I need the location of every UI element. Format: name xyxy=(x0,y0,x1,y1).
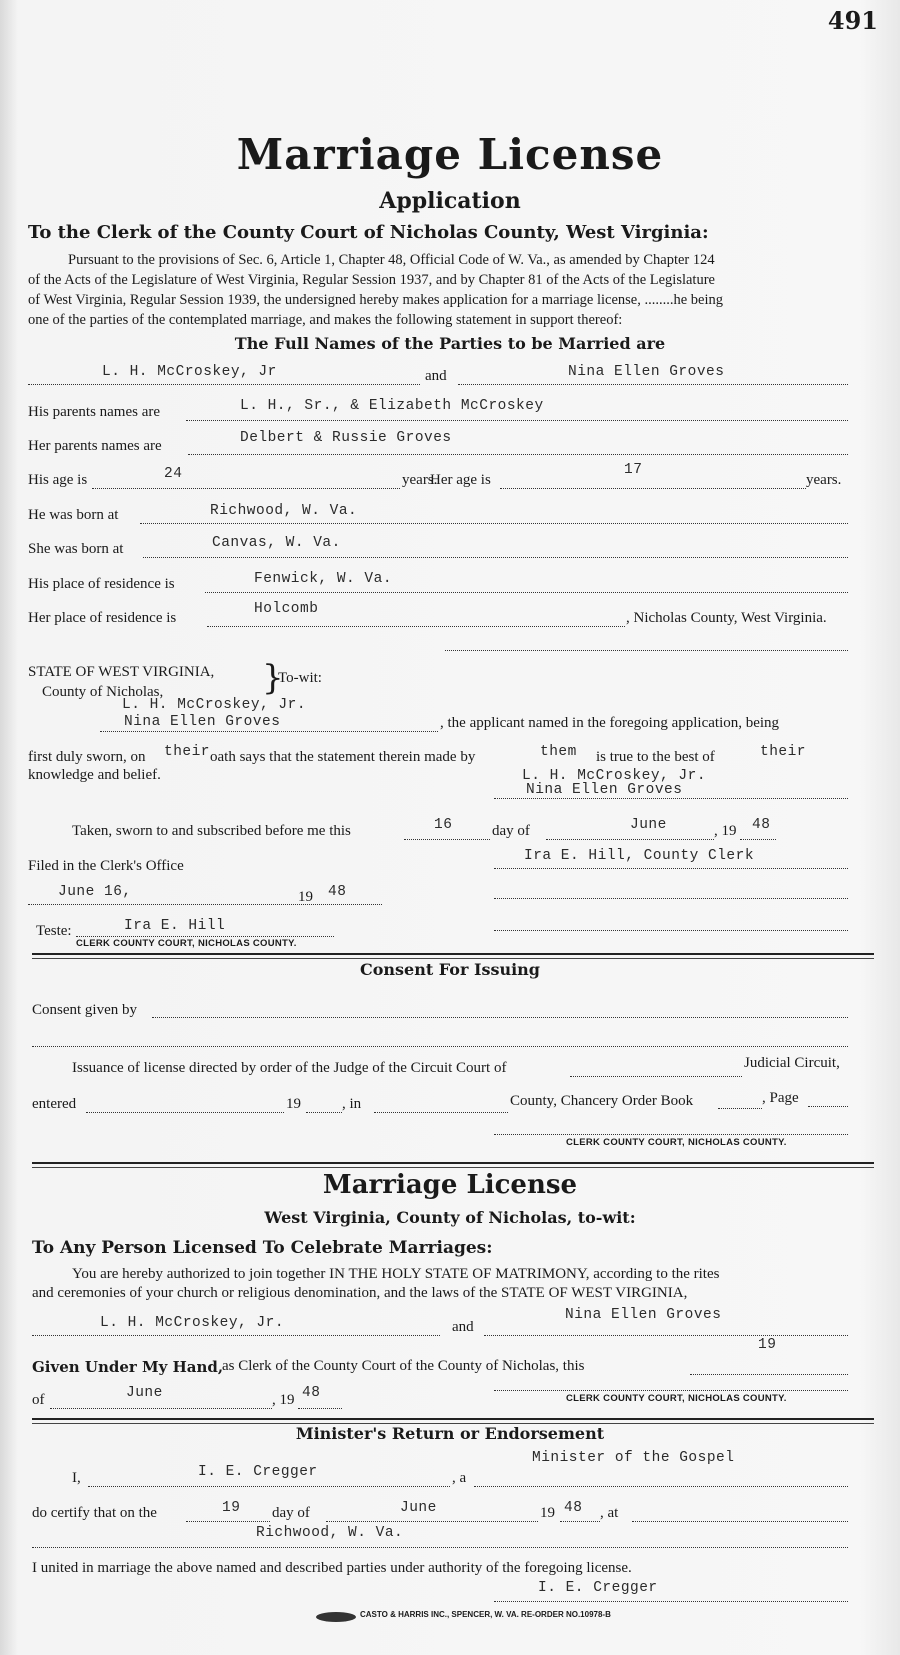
ceremony-year-prefix: 19 xyxy=(540,1505,555,1521)
ceremony-at-label: , at xyxy=(600,1505,619,1521)
minister-a-label: , a xyxy=(452,1470,467,1486)
and-label: and xyxy=(425,368,447,384)
affidavit-signature-1: L. H. McCroskey, Jr. xyxy=(522,768,707,784)
sworn-year: 48 xyxy=(752,817,771,833)
section-divider-2 xyxy=(32,1162,874,1168)
given-text: as Clerk of the County Court of the County of Nicholas, this xyxy=(222,1358,585,1374)
preamble-line-3: of West Virginia, Regular Session 1939, the undersigned hereby makes application for a marriage license, ........he being xyxy=(28,292,723,308)
minister-signature: I. E. Cregger xyxy=(538,1580,658,1596)
teste-signature: Ira E. Hill xyxy=(124,918,226,934)
judicial-circuit-label: Judicial Circuit, xyxy=(744,1055,840,1071)
state-label: STATE OF WEST VIRGINIA, xyxy=(28,664,215,680)
minister-name: I. E. Cregger xyxy=(198,1464,318,1480)
entered-label: entered xyxy=(32,1096,77,1112)
his-age-value: 24 xyxy=(164,466,183,482)
issuance-text: Issuance of license directed by order of the Judge of the Circuit Court of xyxy=(72,1060,507,1076)
to-any-person: To Any Person Licensed To Celebrate Marriages: xyxy=(32,1238,493,1258)
preamble-line-1: Pursuant to the provisions of Sec. 6, Article 1, Chapter 48, Official Code of W. Va., as amended by Chapter 124 xyxy=(68,252,715,268)
sworn-day: 16 xyxy=(434,817,453,833)
license-year-prefix: , 19 xyxy=(272,1392,295,1408)
his-age-label: His age is xyxy=(28,472,88,488)
she-born-value: Canvas, W. Va. xyxy=(212,535,341,551)
his-residence-value: Fenwick, W. Va. xyxy=(254,571,393,587)
his-parents-label: His parents names are xyxy=(28,404,161,420)
taken-sworn-text: Taken, sworn to and subscribed before me this xyxy=(72,823,351,839)
ceremony-day-of-label: day of xyxy=(272,1505,310,1521)
nicholas-suffix: , Nicholas County, West Virginia. xyxy=(626,610,827,626)
license-groom-name: L. H. McCroskey, Jr. xyxy=(100,1315,285,1331)
affiant-name-2: Nina Ellen Groves xyxy=(124,714,281,730)
teste-label: Teste: xyxy=(36,923,72,939)
bride-name: Nina Ellen Groves xyxy=(568,364,725,380)
document-title: Marriage License xyxy=(236,130,664,179)
affidavit-signature-2: Nina Ellen Groves xyxy=(526,782,683,798)
sworn-them: them xyxy=(540,744,577,760)
he-born-value: Richwood, W. Va. xyxy=(210,503,358,519)
ceremony-day: 19 xyxy=(222,1500,241,1516)
minister-i-label: I, xyxy=(72,1470,81,1486)
sworn-their-2: their xyxy=(760,744,807,760)
license-clerk-caption: CLERK COUNTY COURT, NICHOLAS COUNTY. xyxy=(566,1393,787,1404)
sworn-year-prefix: , 19 xyxy=(714,823,737,839)
her-age-value: 17 xyxy=(624,462,643,478)
filed-date: June 16, xyxy=(58,884,132,900)
license-year: 48 xyxy=(302,1385,321,1401)
sworn-text-c: is true to the best of xyxy=(596,749,715,765)
county-chancery-label: County, Chancery Order Book xyxy=(510,1093,694,1109)
sworn-text-a: first duly sworn, on xyxy=(28,749,146,765)
license-and-label: and xyxy=(452,1319,474,1335)
license-month: June xyxy=(126,1385,163,1401)
minister-title: Minister of the Gospel xyxy=(532,1450,735,1466)
county-clerk-signature: Ira E. Hill, County Clerk xyxy=(524,848,755,864)
her-years-label: years. xyxy=(806,472,842,488)
her-residence-value: Holcomb xyxy=(254,601,319,617)
day-of-label: day of xyxy=(492,823,530,839)
groom-name: L. H. McCroskey, Jr xyxy=(102,364,277,380)
knowledge-text: knowledge and belief. xyxy=(28,767,161,783)
ceremony-place: Richwood, W. Va. xyxy=(256,1525,404,1541)
license-body-line-2: and ceremonies of your church or religious denomination, and the laws of the STATE OF WEST VIRGINIA, xyxy=(32,1285,688,1301)
page-label: , Page xyxy=(762,1090,799,1106)
consent-heading: Consent For Issuing xyxy=(359,960,540,979)
printer-logo-icon xyxy=(316,1612,356,1622)
license-heading: Marriage License xyxy=(322,1170,578,1200)
brace-symbol: } xyxy=(262,658,284,698)
license-of-label: of xyxy=(32,1392,45,1408)
license-bride-name: Nina Ellen Groves xyxy=(565,1307,722,1323)
sworn-text-b: oath says that the statement therein made by xyxy=(210,749,476,765)
her-parents-label: Her parents names are xyxy=(28,438,162,454)
full-names-heading: The Full Names of the Parties to be Married are xyxy=(234,334,666,353)
filed-year: 48 xyxy=(328,884,347,900)
sworn-month: June xyxy=(630,817,667,833)
ceremony-month: June xyxy=(400,1500,437,1516)
she-born-label: She was born at xyxy=(28,541,124,557)
applicant-text: , the applicant named in the foregoing application, being xyxy=(440,715,780,731)
license-state-line: West Virginia, County of Nicholas, to-wit: xyxy=(264,1208,636,1227)
given-under-hand: Given Under My Hand, xyxy=(32,1358,224,1376)
salutation: To the Clerk of the County Court of Nicholas County, West Virginia: xyxy=(28,222,709,243)
section-divider xyxy=(32,953,874,959)
filed-year-prefix: 19 xyxy=(298,889,313,905)
consent-given-label: Consent given by xyxy=(32,1002,137,1018)
county-label: County of Nicholas, xyxy=(42,684,164,700)
his-residence-label: His place of residence is xyxy=(28,576,175,592)
ceremony-year: 48 xyxy=(564,1500,583,1516)
page-number: 491 xyxy=(827,6,878,35)
certify-text: do certify that on the xyxy=(32,1505,157,1521)
his-years-label: years. xyxy=(402,472,438,488)
her-residence-label: Her place of residence is xyxy=(28,610,177,626)
he-born-label: He was born at xyxy=(28,507,119,523)
filed-label: Filed in the Clerk's Office xyxy=(28,858,184,874)
printer-imprint: CASTO & HARRIS INC., SPENCER, W. VA. RE-ORDER NO.10978-B xyxy=(360,1610,611,1619)
to-wit-label: To-wit: xyxy=(278,670,322,686)
license-day: 19 xyxy=(758,1337,777,1353)
his-parents-value: L. H., Sr., & Elizabeth McCroskey xyxy=(240,398,544,414)
consent-clerk-caption: CLERK COUNTY COURT, NICHOLAS COUNTY. xyxy=(566,1137,787,1148)
sworn-their: their xyxy=(164,744,211,760)
affiant-name-1: L. H. McCroskey, Jr. xyxy=(122,697,307,713)
minister-heading: Minister's Return or Endorsement xyxy=(295,1424,605,1443)
affidavit-clerk-caption: CLERK COUNTY COURT, NICHOLAS COUNTY. xyxy=(76,938,297,949)
preamble-line-4: one of the parties of the contemplated marriage, and makes the following statement in support thereof: xyxy=(28,312,623,328)
document-subtitle: Application xyxy=(379,188,521,214)
her-age-label: Her age is xyxy=(430,472,491,488)
preamble-line-2: of the Acts of the Legislature of West Virginia, Regular Session 1937, and by Chapter 81 of the Acts of the Legislature xyxy=(28,272,715,288)
in-label: , in xyxy=(342,1096,362,1112)
her-parents-value: Delbert & Russie Groves xyxy=(240,430,452,446)
united-text: I united in marriage the above named and described parties under authority of the foregoing license. xyxy=(32,1560,632,1576)
entered-year-prefix: 19 xyxy=(286,1096,301,1112)
license-body-line-1: You are hereby authorized to join together IN THE HOLY STATE OF MATRIMONY, according to the rites xyxy=(72,1266,720,1282)
